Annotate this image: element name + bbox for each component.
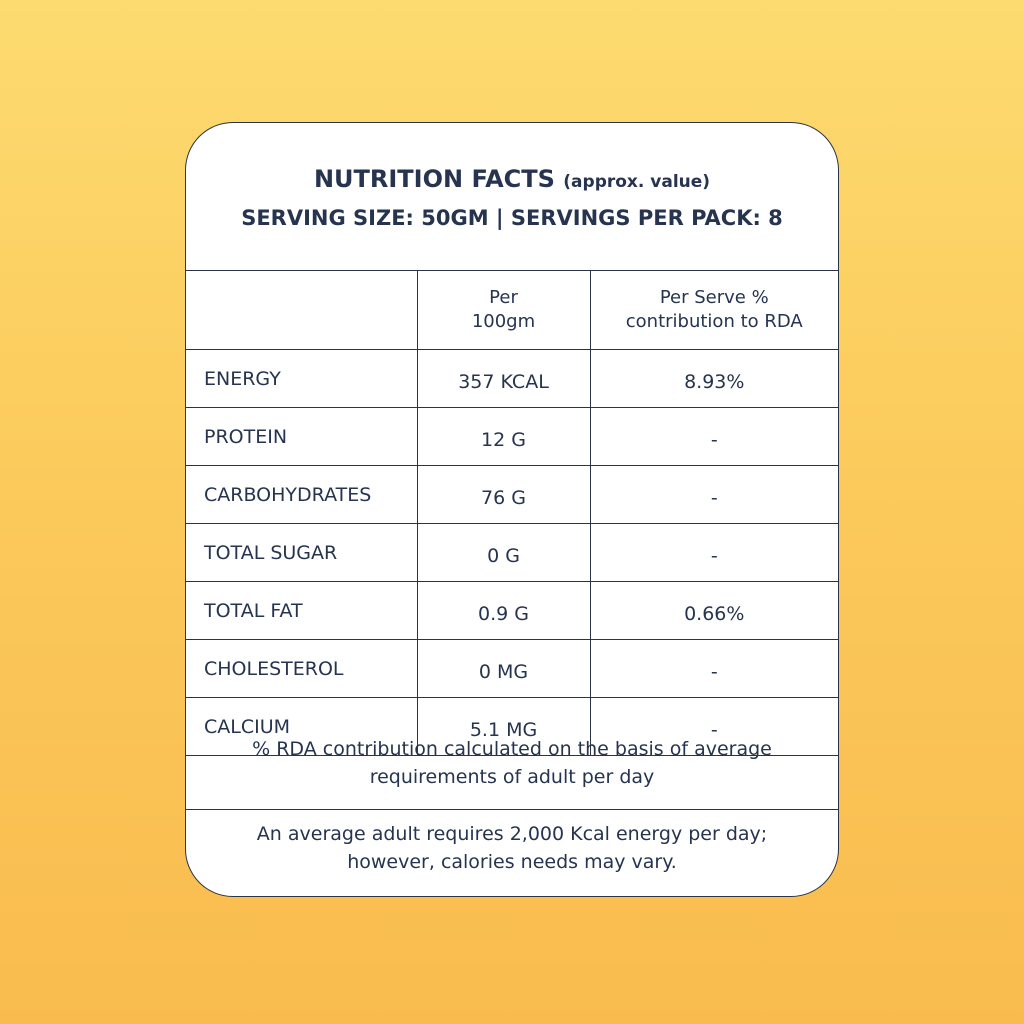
nutrient-label: TOTAL FAT [186,582,417,640]
header-rda-line1: Per Serve % [659,287,769,308]
energy-footnote-line1: An average adult requires 2,000 Kcal energy per day; [256,823,768,845]
nutrition-facts-card [185,122,839,897]
header-per100-line1: Per [489,287,518,308]
header-rda-line2: contribution to RDA [625,311,803,332]
header-cell-rda [590,271,838,350]
rda-value: - [590,408,838,466]
rda-value: - [590,466,838,524]
rda-value: 8.93% [590,350,838,408]
energy-footnote [186,820,838,876]
table-row [186,582,838,640]
table-row [186,640,838,698]
rda-value: - [590,698,838,756]
energy-footnote-line2: however, calories needs may vary. [347,851,677,873]
table-row [186,524,838,582]
per100-value: 357 KCAL [417,350,590,408]
per100-value: 0 G [417,524,590,582]
rda-value: - [590,640,838,698]
nutrient-label: CARBOHYDRATES [186,466,417,524]
table-row [186,350,838,408]
per100-value: 0 MG [417,640,590,698]
nutrient-label: CHOLESTEROL [186,640,417,698]
nutrient-label: TOTAL SUGAR [186,524,417,582]
title [186,165,838,193]
table-row [186,466,838,524]
serving-info: SERVING SIZE: 50GM | SERVINGS PER PACK: 8 [241,206,783,230]
nutrition-table [186,270,838,756]
rda-footnote-line1: % RDA contribution calculated on the basis of average [252,738,772,760]
nutrient-label: CALCIUM [186,698,417,756]
rda-footnote [186,735,838,791]
rda-value: - [590,524,838,582]
nutrient-label: ENERGY [186,350,417,408]
title-text: NUTRITION FACTS [313,165,555,193]
rda-footnote-line2: requirements of adult per day [369,766,655,788]
header-per100-line2: 100gm [471,311,536,332]
table-header-row [186,271,838,350]
per100-value: 5.1 MG [417,698,590,756]
nutrient-label: PROTEIN [186,408,417,466]
footnote-divider [186,809,838,810]
per100-value: 12 G [417,408,590,466]
rda-value: 0.66% [590,582,838,640]
title-note: (approx. value) [563,172,711,192]
nutrition-header [186,123,838,271]
per100-value: 0.9 G [417,582,590,640]
header-cell-per100 [417,271,590,350]
per100-value: 76 G [417,466,590,524]
header-cell-empty [186,271,417,350]
table-row [186,408,838,466]
